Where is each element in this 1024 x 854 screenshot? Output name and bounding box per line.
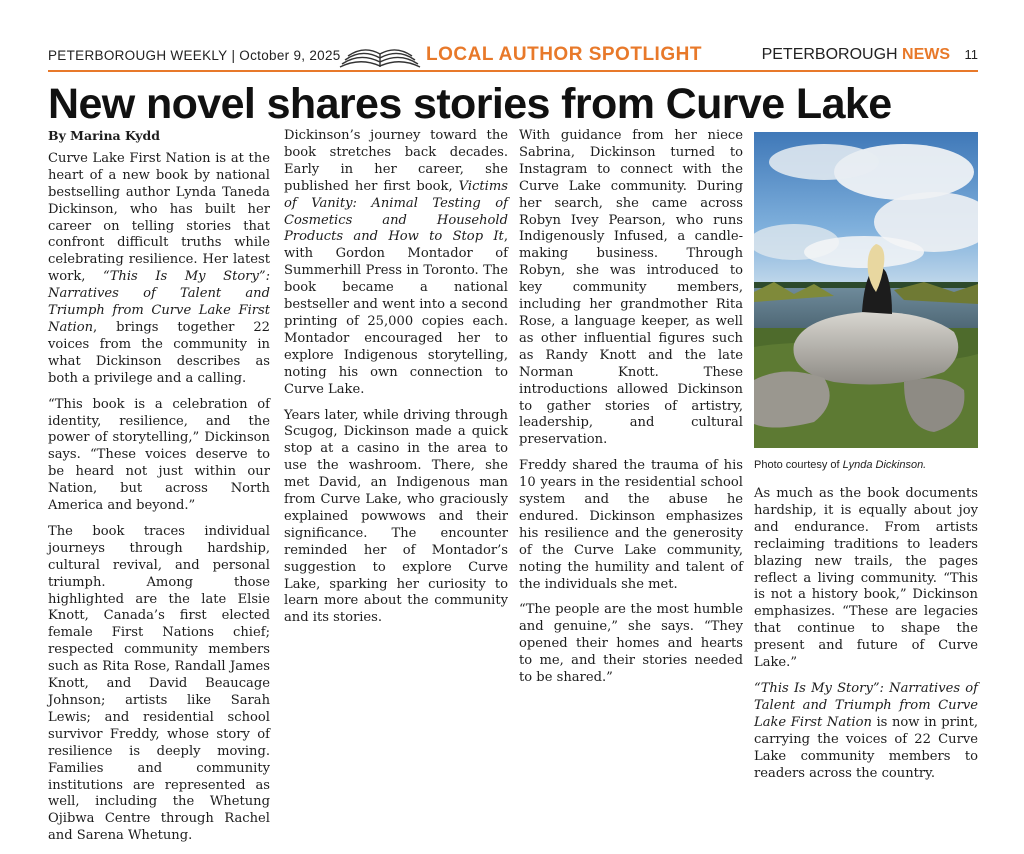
open-book-icon [338, 42, 422, 70]
paragraph-5: Years later, while driving through Scugog, Dickinson made a quick stop at a casino in the area to use the washroom. There, she met David, an Indigenous man from Curve Lake, who graciously explained powwows and their significance. The encounter reminded her of Montador’s suggestion to explore Curve Lake, sparking her curiosity to learn more about the community and its stories. [284, 407, 508, 626]
paper-name: PETERBOROUGH [761, 46, 898, 63]
column-3 [519, 128, 743, 696]
paragraph-8: “The people are the most humble and genuine,” she says. “They opened their homes and hearts to me, and their stories needed to be shared.” [519, 602, 743, 686]
paragraph-1-text-b: , brings together 22 voices from the community in what Dickinson describes as both a privilege and a calling. [48, 319, 270, 386]
paragraph-7: Freddy shared the trauma of his 10 years in the residential school system and the abuse he endured. Dickinson emphasizes his resilience and the generosity of the Curve Lake community, noting the humility and talent of the individuals she met. [519, 458, 743, 592]
caption-prefix: Photo courtesy of [754, 459, 840, 471]
paragraph-4 [284, 128, 508, 399]
paragraph-9: As much as the book documents hardship, it is equally about joy and endurance. From artists reclaiming traditions to leaders blazing new trails, the pages reflect a living community. “This is not a history book,” Dickinson emphasizes. “These are legacies that continue to shape the present and future of Curve Lake.” [754, 486, 978, 671]
column-4 [754, 486, 978, 791]
masthead-rule [48, 70, 978, 72]
closing-book-title: “This Is My Story”: Narratives of Talent and Triumph from Curve Lake First Nation [754, 680, 978, 730]
masthead [48, 46, 978, 70]
paragraph-6: With guidance from her niece Sabrina, Dickinson turned to Instagram to connect with the Curve Lake community. During her search, she came across Robyn Ivey Pearson, who runs Indigenously Infused, a candle-making business. Through Robyn, she was introduced to key community members, including her grandmother Rita Rose, a language keeper, as well as other influential figures such as Randy Knott and the late Norman Knott. These introductions allowed Dickinson to gather stories of artistry, leadership, and cultural preservation. [519, 128, 743, 448]
caption-credit: Lynda Dickinson. [842, 459, 927, 471]
headline: New novel shares stories from Curve Lake [48, 80, 892, 128]
author-photo [754, 132, 978, 448]
paragraph-4-text-b: , with Gordon Montador of Summerhill Press in Toronto. The book became a national bestseller and went into a second printing of 25,000 copies each. Montador encouraged her to explore Indigenous storytelling, noting his own connection to Curve Lake. [284, 229, 508, 397]
section-banner [338, 42, 738, 70]
paragraph-10 [754, 681, 978, 782]
masthead-left [48, 48, 341, 63]
column-2 [284, 128, 508, 636]
issue-date: October 9, 2025 [239, 48, 341, 63]
paragraph-10-text: is now in print, carrying the voices of 22 Curve Lake community members to readers across the country. [754, 714, 978, 781]
masthead-separator: | [231, 48, 236, 63]
masthead-right [762, 46, 978, 64]
paragraph-1 [48, 151, 270, 388]
book-title: “This Is My Story”: Narratives of Talent and Triumph from Curve Lake First Nation [48, 269, 270, 335]
photo-caption [754, 459, 926, 471]
paragraph-2: “This book is a celebration of identity, resilience, and the power of storytelling,” Dickinson says. “These voices deserve to be heard not just within our Nation, but across North America and beyond.” [48, 396, 270, 514]
photo-illustration [754, 132, 978, 448]
paragraph-1-text-a: Curve Lake First Nation is at the heart of a new book by national bestselling author Lynda Taneda Dickinson, who has built her career on telling stories that confront difficult truths while celebrating resilience. Her latest work, [48, 150, 270, 285]
section-label: LOCAL AUTHOR SPOTLIGHT [426, 44, 702, 65]
byline: By Marina Kydd [48, 128, 161, 143]
publication-name: PETERBOROUGH WEEKLY [48, 48, 228, 63]
paragraph-4-text-a: Dickinson’s journey toward the book stretches back decades. Early in her career, she published her first book, [284, 128, 508, 194]
paper-name-news: NEWS [902, 46, 951, 63]
column-1 [48, 128, 270, 854]
page-number: 11 [964, 47, 978, 62]
first-book-title: Victims of Vanity: Animal Testing of Cosmetics and Household Products and How to Stop It [284, 178, 508, 245]
paragraph-3: The book traces individual journeys through hardship, cultural revival, and personal triumph. Among those highlighted are the late Elsie Knott, Canada’s first elected female First Nations chief; respected community members such as Rita Rose, Randall James Knott, and David Beaucage Johnson; artists like Sarah Lewis; and residential school survivor Freddy, whose story of resilience is deeply moving. Families and community institutions are represented as well, including the Whetung Ojibwa Centre through Rachel and Sarena Whetung. [48, 523, 270, 844]
